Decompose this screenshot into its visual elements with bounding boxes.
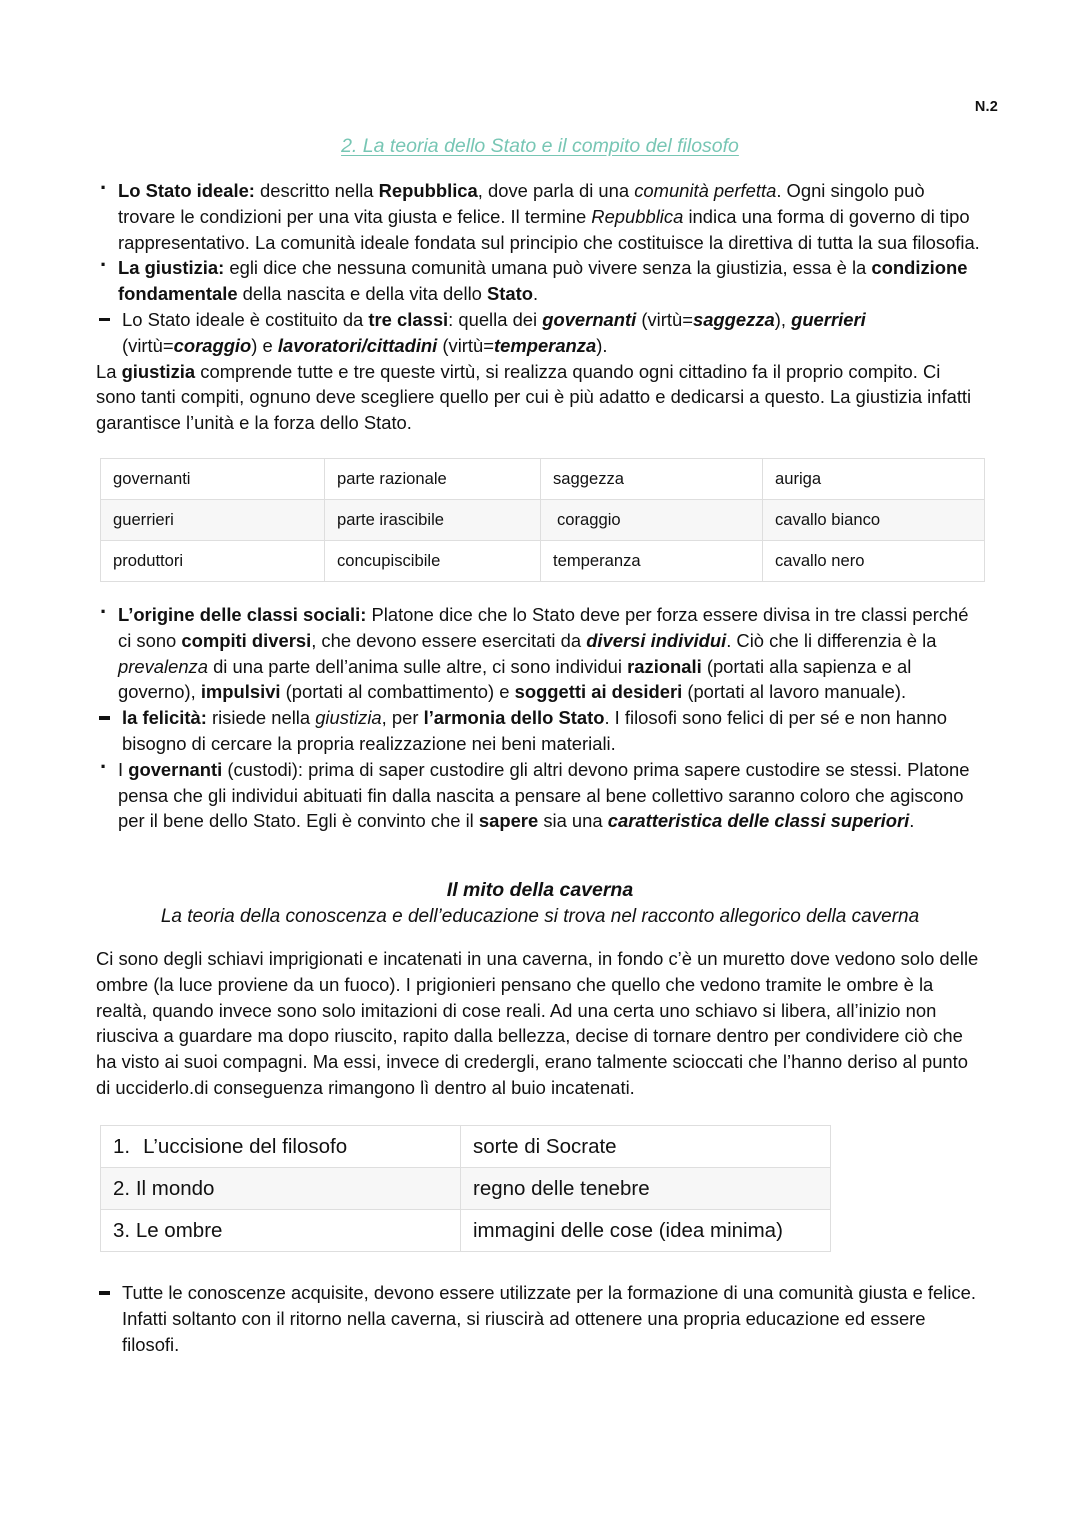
item-emph: Repubblica [378,180,478,201]
item-text: (virtù= [122,334,174,356]
item-text: , per [381,707,424,729]
item-text: I [118,758,129,780]
list-item [96,602,980,705]
table-cell: cavallo nero [763,541,985,582]
mid-list [96,602,980,834]
table-row [101,1210,831,1252]
item-emph: saggezza [692,308,775,330]
list-item [96,178,980,255]
item-emph: guerrieri [791,308,866,330]
table-cell: parte irascibile [325,500,541,541]
paragraph-text: comprende tutte e tre queste virtù, si realizza quando ogni cittadino fa il proprio compito. Ci sono tanti compiti, ognuno deve scegliere quello per cui è più adatto e dedicarsi a questo. La giustizia infatti garantisce l’unità e la forza dello Stato. [96,360,972,434]
table-row [101,1126,831,1168]
item-text: , dove parla di una [477,180,635,201]
list-item: Tutte le conoscenze acquisite, devono essere utilizzate per la formazione di una comunità giusta e felice. Infatti soltanto con il ritorno nella caverna, si riuscirà ad ottenere una propria educazione ed essere filosofi. [96,1280,980,1357]
item-emph: lavoratori/cittadini [277,334,438,356]
table-cell: saggezza [541,459,763,500]
item-emph: diversi individui [586,629,727,651]
item-emph: caratteristica delle classi superiori [607,810,910,832]
item-text: , che devono essere esercitati da [311,629,587,651]
item-text: descritto nella [254,180,379,201]
item-emph: governanti [128,758,223,780]
final-note-block [96,1280,980,1357]
item-emph: comunità perfetta [634,180,777,201]
caverna-story: Ci sono degli schiavi imprigionati e incatenati in una caverna, in fondo c’è un muretto dove vedono solo delle ombre (la luce proviene da un fuoco). I prigionieri pensano che quello che vedono tramite le ombre è la realtà, quando invece sono solo imitazioni di cose reali. Ad una certa uno schiavo si libera, all’inizio non riusciva a guardare ma dopo riuscito, rapito dalla bellezza, decise di tornare dentro per condividere ciò che ha visto ai suoi compagni. Ma essi, invece di credergli, erano talmente scioccati che l’hanno deriso al punto di ucciderlo.di conseguenza rimangono lì dentro al buio incatenati. [96,948,979,1098]
table-cell: parte razionale [325,459,541,500]
intro-list [96,178,980,359]
item-emph: l’armonia dello Stato [423,707,605,729]
row-number: 2. [113,1176,131,1200]
list-item [96,705,980,757]
page-title: 2. La teoria dello Stato e il compito del filosofo [341,135,739,157]
item-emph: temperanza [494,334,597,356]
item-emph: compiti diversi [181,629,312,651]
paragraph-text: La [96,360,122,382]
table-cell: sorte di Socrate [461,1126,831,1168]
table-cell: produttori [101,541,325,582]
list-item [96,757,980,834]
table-cell [101,1210,461,1252]
item-emph: razionali [627,655,702,677]
item-text: risiede nella [206,707,316,729]
item-emph: tre classi [368,308,449,330]
table-cell [101,1168,461,1210]
item-lead: La giustizia: [118,257,225,279]
item-text: ) e [251,334,278,356]
item-emph: prevalenza [118,655,208,677]
caverna-table [100,1125,831,1252]
item-text: ). [596,334,608,356]
item-text: . Ogni singolo può trovare le condizioni per una vita giusta e felice. Il termine [118,180,925,227]
item-text: (portati al lavoro manuale). [682,681,907,703]
item-text: della nascita e della vita dello [237,283,488,305]
item-text: Platone dice che lo Stato deve per forza essere divisa in tre classi perché ci sono [118,604,969,651]
paragraph-emph: giustizia [121,360,196,382]
item-text: . [909,810,915,832]
item-text: . I filosofi sono felici di per sé e non hanno bisogno di cercare la propria realizzazione nei beni materiali. [122,707,947,754]
giustizia-paragraph [96,359,980,436]
caverna-story-block [96,946,980,1101]
table-cell: cavallo bianco [763,500,985,541]
table-row [101,541,985,582]
table-cell: coraggio [541,500,763,541]
item-text: Lo Stato ideale è costituito da [122,308,369,330]
final-list [96,1280,980,1357]
caverna-subtitle: La teoria della conoscenza e dell’educazione si trova nel racconto allegorico della caverna [160,906,920,927]
table-cell [101,1126,461,1168]
intro-section [96,178,980,436]
item-lead: Lo Stato ideale: [118,180,255,201]
item-emph: impulsivi [200,681,281,703]
row-label: Le ombre [135,1218,223,1242]
classes-origin-section [96,602,980,834]
item-text: di una parte dell’anima sulle altre, ci sono individui [207,655,628,677]
table-cell: concupiscibile [325,541,541,582]
item-emph: Repubblica [591,205,684,227]
item-emph: soggetti ai desideri [514,681,683,703]
row-number: 1. [113,1134,131,1158]
item-text: indica una forma di governo di tipo rappresentativo. La comunità ideale fondata sul principio che costituisce la direttiva di tutta la sua filosofia. [118,205,980,253]
page-number: N.2 [974,99,998,115]
item-text: : quella dei [448,308,543,330]
table-cell: regno delle tenebre [461,1168,831,1210]
table-cell: immagini delle cose (idea minima) [461,1210,831,1252]
row-label: Il mondo [135,1176,215,1200]
table-cell: governanti [101,459,325,500]
item-lead: la felicità: [122,707,207,729]
table-row [101,1168,831,1210]
item-emph: governanti [542,308,637,330]
item-text: . Ciò che li differenzia è la [726,629,937,651]
table-cell: auriga [763,459,985,500]
item-text: (custodi): prima di saper custodire gli altri devono prima sapere custodire se stessi. Platone pensa che gli individui abituati fin dalla nascita a pensare al bene collettivo saranno coloro che agiscono per il bene dello Stato. Egli è convinto che il [118,758,970,832]
item-emph: Stato [487,283,533,305]
caverna-title: Il mito della caverna [446,879,634,901]
table-cell: guerrieri [101,500,325,541]
classes-table-wrapper [100,458,984,582]
row-number: 3. [113,1218,131,1242]
caverna-heading-block [0,877,1080,930]
item-emph: sapere [478,810,539,832]
row-label: L’uccisione del filosofo [143,1134,348,1158]
item-text: . [533,283,539,305]
item-text: (virtù= [636,308,693,330]
item-text: sia una [538,810,608,832]
caverna-table-wrapper [100,1125,830,1252]
classes-table [100,458,985,582]
list-item [96,307,980,359]
table-row [101,500,985,541]
item-emph: giustizia [315,707,382,729]
item-text: (portati alla sapienza e al governo), [118,655,912,703]
table-row [101,459,985,500]
item-emph: coraggio [173,334,252,356]
item-text: (virtù= [437,334,494,356]
item-text: egli dice che nessuna comunità umana può vivere senza la giustizia, essa è la [224,257,872,279]
item-emph: condizione fondamentale [118,257,968,305]
item-lead: L’origine delle classi sociali: [118,604,367,625]
item-text: (portati al combattimento) e [280,681,515,703]
table-cell: temperanza [541,541,763,582]
item-text: ), [774,308,792,330]
list-item [96,255,980,307]
